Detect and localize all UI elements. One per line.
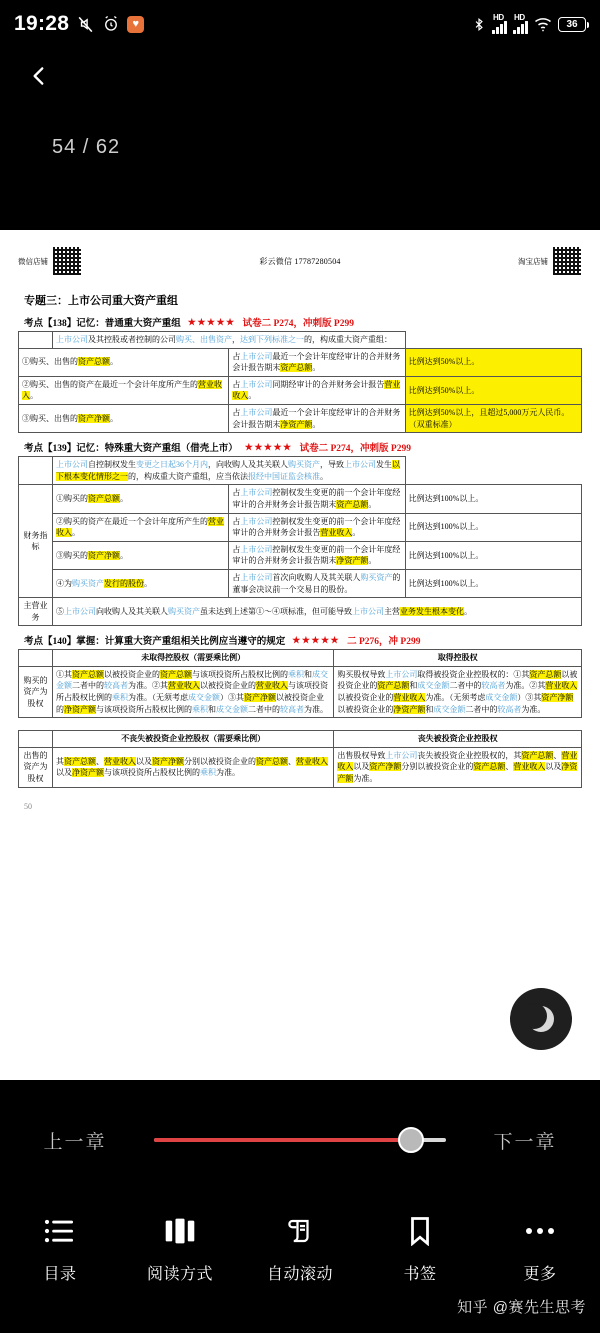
table-row <box>19 747 582 787</box>
next-chapter-button[interactable]: 下一章 <box>493 1131 557 1153</box>
row-2-right: 比例达到100%以上。 <box>405 513 581 541</box>
nav-item-catalog[interactable] <box>0 1214 120 1284</box>
point-138-reference: 试卷二 P274，冲刺版 P299 <box>242 319 354 329</box>
rating-stars: ★★★★★ <box>292 634 341 645</box>
document-header <box>18 244 582 278</box>
nav-item-more[interactable] <box>480 1214 600 1284</box>
nav-label: 目录 <box>43 1266 77 1283</box>
table-point-139 <box>18 456 582 626</box>
row-4-left: ④为购买资产发行的股份。 <box>53 569 229 597</box>
point-heading-139 <box>24 440 582 454</box>
col2-header: 取得控股权 <box>334 650 582 667</box>
status-bar <box>0 0 600 48</box>
point-138-title: 考点【138】记忆：普通重大资产重组 <box>24 319 181 329</box>
row-1-mid: 占上市公司最近一个会计年度经审计的合并财务会计报告期末资产总额。 <box>229 348 405 376</box>
label-financial-indicators: 财务指标 <box>19 485 53 598</box>
row-2-mid: 占上市公司同期经审计的合并财务会计报告营业收入。 <box>229 376 405 404</box>
slider-thumb[interactable] <box>398 1127 424 1153</box>
table-row <box>19 541 582 569</box>
reader-top-bar <box>0 48 600 104</box>
col2-text: 购买股权导致上市公司取得被投资企业控股权的：①其资产总额以被投资企业的资产总额和成交金额二者中的较高者为准。②其营业收入以被投资企业的营业收入为准。（无须考虑成交金额）③其资产净额以被投资企业的净资产额和成交金额二者中的较高者为准。 <box>334 666 582 717</box>
signal-hd-1: HD <box>492 14 507 34</box>
chapter-control-bar <box>0 1080 600 1200</box>
point-138-intro: 上市公司及其控股或者控制的公司购买、出售资产，达到下列标准之一的，构成重大资产重组： <box>53 332 406 349</box>
wechat-shop-group <box>18 246 82 276</box>
watermark: 知乎 @赛先生思考 <box>457 1299 586 1316</box>
bookmark-icon <box>407 1214 433 1248</box>
more-icon <box>525 1214 555 1248</box>
row-label-sale-equity: 出售的资产为股权 <box>19 747 53 787</box>
rating-stars: ★★★★★ <box>187 316 236 327</box>
point-139-title: 考点【139】记忆：特殊重大资产重组（借壳上市） <box>24 444 238 455</box>
row-1-right: 比例达到100%以上。 <box>405 485 581 513</box>
table-row <box>19 666 582 717</box>
taobao-shop-label: 淘宝店铺 <box>518 256 548 266</box>
point-140-title: 考点【140】掌握：计算重大资产重组相关比例应当遵守的规定 <box>24 637 286 648</box>
prev-chapter-button[interactable]: 上一章 <box>43 1131 107 1153</box>
app-icon: ♥ <box>127 16 144 33</box>
auto-scroll-icon <box>285 1214 315 1248</box>
row-2-left: ②购买的资产在最近一个会计年度所产生的营业收入。 <box>53 513 229 541</box>
row-3-left: ③购买、出售的资产净额。 <box>19 404 229 432</box>
row-4-right: 比例达到100%以上。 <box>405 569 581 597</box>
rating-stars: ★★★★★ <box>244 441 293 452</box>
col1-text: ①其资产总额以被投资企业的资产总额与该项投资所占股权比例的乘积和成交金额二者中的较高者为准。②其营业收入以被投资企业的营业收入与该项投资所占股权比例的乘积为准。（无须考虑成交金额）③其资产净额以被投资企业的净资产额与该项投资所占股权比例的乘积和成交金额二者中的较高者为准。 <box>53 666 334 717</box>
nav-item-bookmark[interactable] <box>360 1214 480 1284</box>
row-2-right: 比例达到50%以上。 <box>405 376 581 404</box>
row-3-right: 比例达到100%以上。 <box>405 541 581 569</box>
wechat-shop-label: 微信店铺 <box>18 256 48 266</box>
list-icon <box>44 1214 76 1248</box>
point-139-intro: 上市公司自控制权发生变更之日起36个月内，向收购人及其关联人购买资产，导致上市公司发生以下根本变化情形之一的，构成重大资产重组，应当依法报经中国证监会核准。 <box>53 457 406 485</box>
row-3-mid: 占上市公司控制权发生变更的前一个会计年度经审计的合并财务会计报告期末净资产额。 <box>229 541 405 569</box>
document-content <box>0 230 600 811</box>
col2-text: 出售股权导致上市公司丧失被投资企业控股权的，其资产总额、营业收入以及资产净额分别以被投资企业的资产总额、营业收入以及净资产额为准。 <box>334 747 582 787</box>
row-1-right: 比例达到50%以上。 <box>405 348 581 376</box>
table-row <box>19 598 582 626</box>
table-row <box>19 513 582 541</box>
empty-label-cell <box>19 650 53 667</box>
battery-indicator: 36 <box>558 17 586 32</box>
document-page[interactable] <box>0 230 600 1080</box>
table-row <box>19 404 582 432</box>
row-1-left: ①购买的资产总额。 <box>53 485 229 513</box>
table-row <box>19 569 582 597</box>
table-row <box>19 457 582 485</box>
taobao-qr-code <box>552 246 582 276</box>
table-row <box>19 650 582 667</box>
nav-item-auto-scroll[interactable] <box>240 1214 360 1284</box>
table-row <box>19 332 582 349</box>
empty-label-cell <box>19 332 53 349</box>
table-row <box>19 485 582 513</box>
label-main-business: 主营业务 <box>19 598 53 626</box>
row-1-left: ①购买、出售的资产总额。 <box>19 348 229 376</box>
reading-mode-icon <box>163 1214 197 1248</box>
table-point-138 <box>18 331 582 433</box>
point-139-reference: 试卷二 P274，冲刺版 P299 <box>299 444 411 455</box>
row-1-mid: 占上市公司控制权发生变更的前一个会计年度经审计的合并财务会计报告期末资产总额。 <box>229 485 405 513</box>
table-row <box>19 348 582 376</box>
moon-icon <box>528 1006 554 1032</box>
row-2-left: ②购买、出售的资产在最近一个会计年度所产生的营业收入。 <box>19 376 229 404</box>
progress-slider[interactable] <box>154 1125 446 1155</box>
empty-label-cell <box>19 457 53 485</box>
status-bar-right <box>472 14 586 34</box>
slider-fill <box>154 1138 411 1142</box>
point-140-reference: 二 P276，冲 P299 <box>347 637 421 648</box>
taobao-shop-group <box>518 246 582 276</box>
nav-label: 自动滚动 <box>266 1266 333 1283</box>
business-row-text: ⑤上市公司向收购人及其关联人购买资产虽未达到上述第①～④项标准，但可能导致上市公司主营业务发生根本变化。 <box>53 598 582 626</box>
point-heading-140 <box>24 633 582 647</box>
table-row <box>19 731 582 748</box>
signal-hd-2: HD <box>513 14 528 34</box>
empty-label-cell <box>19 731 53 748</box>
clock: 19:28 <box>14 12 70 35</box>
wechat-qr-code <box>52 246 82 276</box>
nav-item-reading-mode[interactable] <box>120 1214 240 1284</box>
point-heading-138 <box>24 315 582 329</box>
bluetooth-icon <box>472 15 486 34</box>
wechat-contact: 彩云微信 17787280504 <box>259 256 341 266</box>
nav-label: 阅读方式 <box>146 1266 213 1283</box>
night-mode-button[interactable] <box>510 988 572 1050</box>
col1-header: 不丧失被投资企业控股权（需要乘比例） <box>53 731 334 748</box>
back-icon[interactable] <box>26 63 52 89</box>
row-3-mid: 占上市公司最近一个会计年度经审计的合并财务会计报告期末净资产额。 <box>229 404 405 432</box>
mute-icon <box>76 15 95 34</box>
row-label-purchase-equity: 购买的资产为股权 <box>19 666 53 717</box>
col1-text: 其资产总额、营业收入以及资产净额分别以被投资企业的资产总额、营业收入以及净资产额与该项投资所占股权比例的乘积为准。 <box>53 747 334 787</box>
row-3-left: ③购买的资产净额。 <box>53 541 229 569</box>
col1-header: 未取得控股权（需要乘比例） <box>53 650 334 667</box>
col2-header: 丧失被投资企业控股权 <box>334 731 582 748</box>
wifi-icon <box>534 17 552 32</box>
document-page-number: 50 <box>24 801 32 811</box>
table-point-140-sale <box>18 730 582 787</box>
alarm-icon <box>102 15 120 33</box>
page-indicator: 54 / 62 <box>52 136 121 158</box>
row-4-mid: 占上市公司首次向收购人及其关联人购买资产的董事会决议前一个交易日的股份。 <box>229 569 405 597</box>
row-2-mid: 占上市公司控制权发生变更的前一个会计年度经审计的合并财务会计报告营业收入。 <box>229 513 405 541</box>
row-3-right: 比例达到50%以上，且超过5,000万元人民币。（双重标准） <box>405 404 581 432</box>
table-row <box>19 376 582 404</box>
nav-label: 书签 <box>403 1266 437 1283</box>
section-title: 专题三：上市公司重大资产重组 <box>24 295 178 307</box>
table-point-140-purchase <box>18 649 582 718</box>
status-bar-left <box>14 12 144 36</box>
nav-label: 更多 <box>523 1266 557 1283</box>
